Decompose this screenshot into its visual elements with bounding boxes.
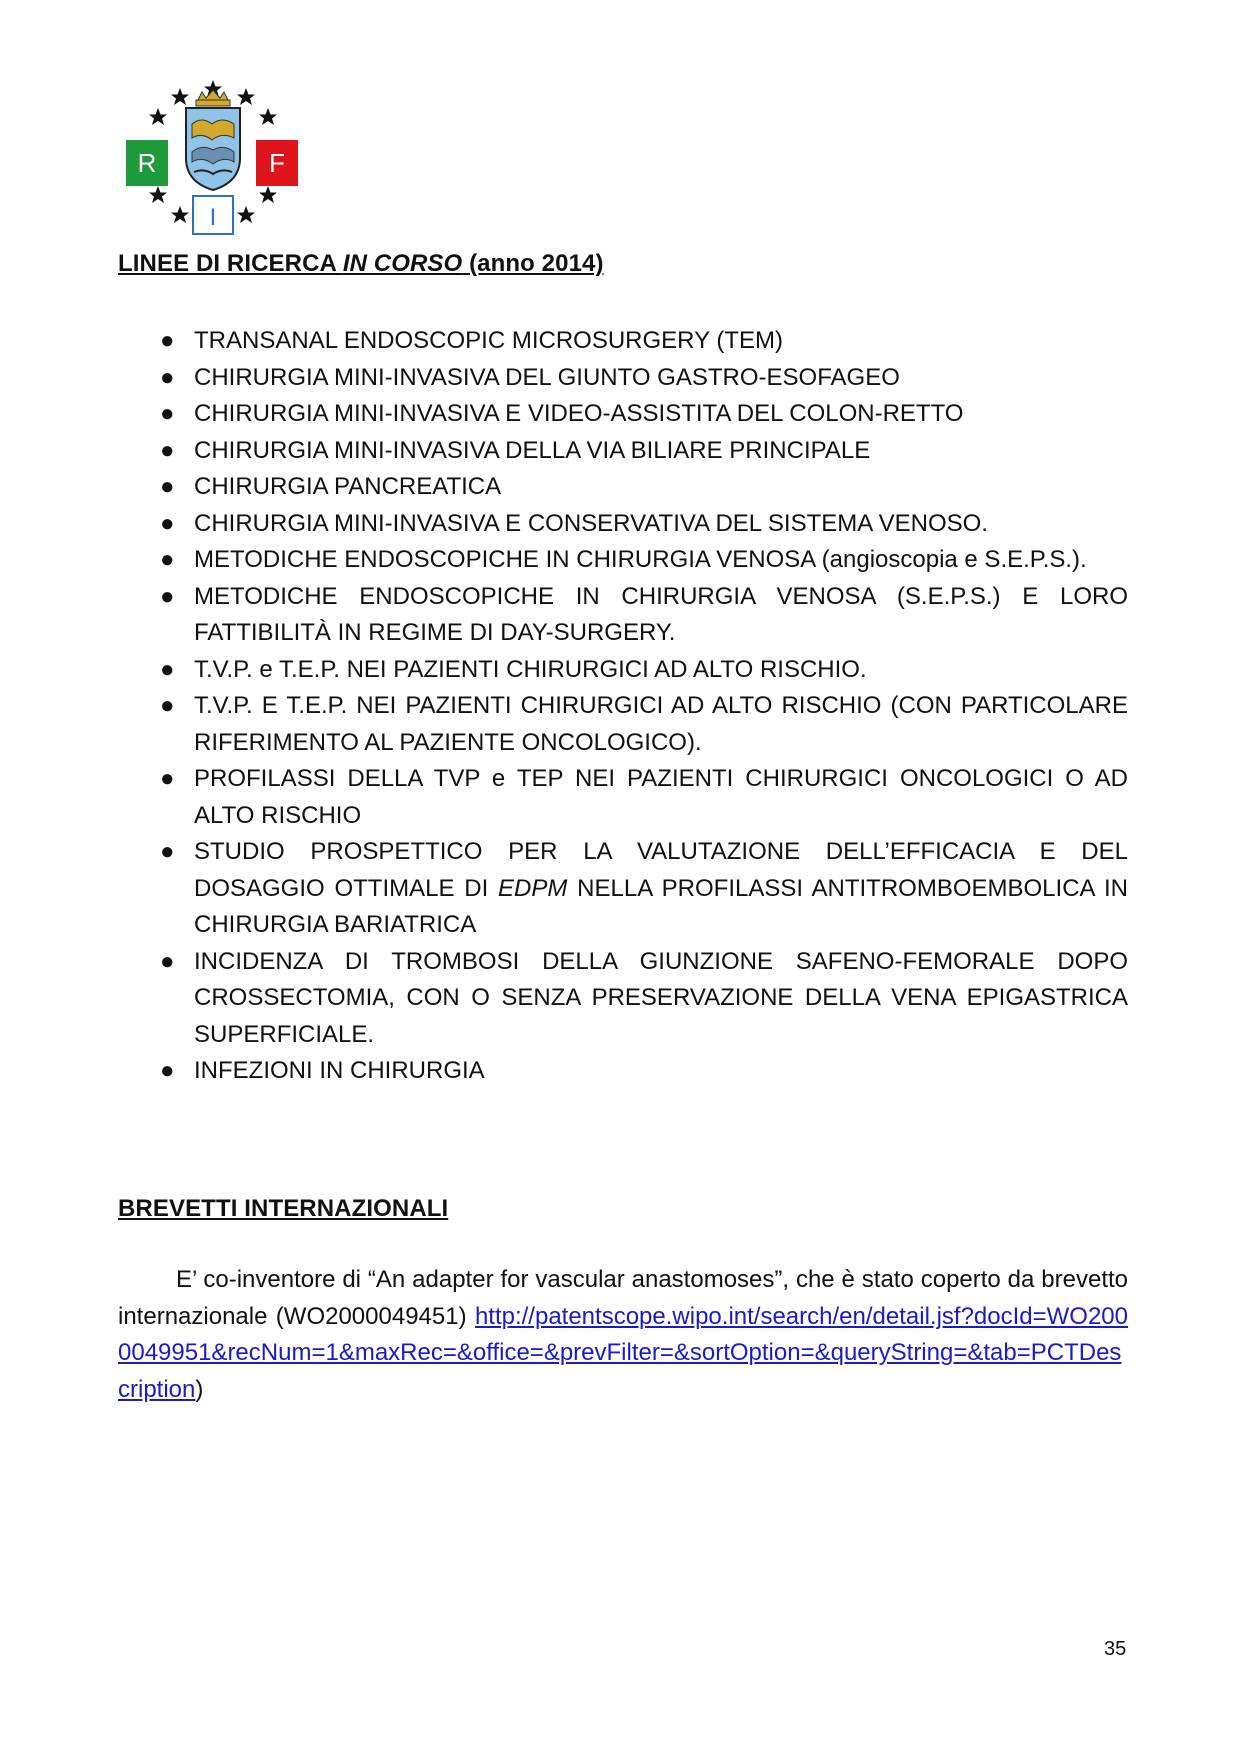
list-item <box>160 433 1128 470</box>
list-item <box>160 360 1128 397</box>
logo-crest <box>186 90 240 190</box>
list-item-text: T.V.P. e T.E.P. NEI PAZIENTI CHIRURGICI AD ALTO RISCHIO. <box>194 655 867 683</box>
list-item-text: METODICHE ENDOSCOPICHE IN CHIRURGIA VENOSA (angioscopia e S.E.P.S.). <box>194 546 1087 573</box>
bullet-icon: ● <box>160 1057 175 1084</box>
list-item <box>160 323 1128 360</box>
bullet-icon: ● <box>160 509 175 537</box>
list-item <box>160 506 1128 543</box>
list-item <box>160 396 1128 433</box>
list-item <box>160 944 1128 1054</box>
bullet-icon: ● <box>160 838 175 865</box>
logo-letter-r: R <box>137 148 157 178</box>
list-item-text: METODICHE ENDOSCOPICHE IN CHIRURGIA VENOSA (S.E.P.S.) E LORO FATTIBILITÀ IN REGIME DI DAY-SURGERY. <box>194 582 1128 646</box>
list-item-text: TRANSANAL ENDOSCOPIC MICROSURGERY (TEM) <box>194 327 783 354</box>
section-title-ricerca <box>118 250 604 278</box>
patent-text: E’ co-inventore di “An adapter for vascular anastomoses”, che è stato coperto da brevetto internazionale (WO2000049451) <box>118 1266 1128 1330</box>
rfi-logo <box>118 78 308 236</box>
bullet-icon: ● <box>160 400 175 427</box>
list-item-text: CHIRURGIA PANCREATICA <box>194 473 502 500</box>
list-item <box>160 579 1128 652</box>
list-item <box>160 469 1128 506</box>
list-item <box>160 834 1128 944</box>
bullet-icon: ● <box>160 546 175 573</box>
bullet-icon: ● <box>160 436 175 464</box>
list-item-text: T.V.P. E T.E.P. NEI PAZIENTI CHIRURGICI AD ALTO RISCHIO (CON PARTICOLARE RIFERIMENTO AL PAZIENTE ONCOLOGICO). <box>194 692 1128 756</box>
list-item-text: INFEZIONI IN CHIRURGIA <box>194 1057 485 1084</box>
patent-link[interactable]: http://patentscope.wipo.int/search/en/detail.jsf?docId=WO2000049951&recNum=1&maxRec=&office=&prevFilter=&sortOption=&queryString=&tab=PCTDescription <box>118 1302 1128 1403</box>
list-item-text: INCIDENZA DI TROMBOSI DELLA GIUNZIONE SAFENO-FEMORALE DOPO CROSSECTOMIA, CON O SENZA PRESERVAZIONE DELLA VENA EPIGASTRICA SUPERFICIALE. <box>194 947 1128 1048</box>
patent-link-close: ) <box>195 1375 204 1403</box>
list-item <box>160 652 1128 689</box>
list-item <box>160 688 1128 761</box>
bullet-icon: ● <box>160 947 175 975</box>
bullet-icon: ● <box>160 473 175 500</box>
bullet-icon: ● <box>160 655 175 683</box>
list-item-text: CHIRURGIA MINI-INVASIVA E CONSERVATIVA DEL SISTEMA VENOSO. <box>194 509 988 537</box>
page-number: 35 <box>1104 1638 1127 1660</box>
bullet-icon: ● <box>160 327 175 354</box>
section-title-suffix: (anno 2014) <box>462 250 604 277</box>
bullet-icon: ● <box>160 692 175 719</box>
list-item-text: STUDIO PROSPETTICO PER LA VALUTAZIONE DELL’EFFICACIA E DEL DOSAGGIO OTTIMALE DI <box>194 838 1128 902</box>
research-list <box>160 323 1128 1090</box>
list-item-text-after: NELLA PROFILASSI ANTITROMBOEMBOLICA IN CHIRURGIA BARIATRICA <box>194 874 1128 938</box>
bullet-icon: ● <box>160 363 175 391</box>
list-item-text: CHIRURGIA MINI-INVASIVA DELLA VIA BILIARE PRINCIPALE <box>194 436 871 464</box>
section-title-brevetti: BREVETTI INTERNAZIONALI <box>118 1195 449 1222</box>
section-title-prefix: LINEE DI RICERCA <box>118 250 343 277</box>
logo-letter-i: I <box>209 204 217 231</box>
patent-paragraph <box>118 1262 1128 1408</box>
bullet-icon: ● <box>160 582 175 610</box>
list-item-italic: EDPM <box>498 874 568 902</box>
list-item <box>160 542 1128 579</box>
list-item <box>160 761 1128 834</box>
list-item-text: CHIRURGIA MINI-INVASIVA E VIDEO-ASSISTITA DEL COLON-RETTO <box>194 400 964 427</box>
list-item <box>160 1053 1128 1090</box>
section-title-italic: IN CORSO <box>342 250 463 277</box>
list-item-text: PROFILASSI DELLA TVP e TEP NEI PAZIENTI CHIRURGICI ONCOLOGICI O AD ALTO RISCHIO <box>194 765 1128 829</box>
logo-letter-f: F <box>269 148 285 178</box>
list-item-text: CHIRURGIA MINI-INVASIVA DEL GIUNTO GASTRO-ESOFAGEO <box>194 363 900 391</box>
bullet-icon: ● <box>160 765 175 792</box>
